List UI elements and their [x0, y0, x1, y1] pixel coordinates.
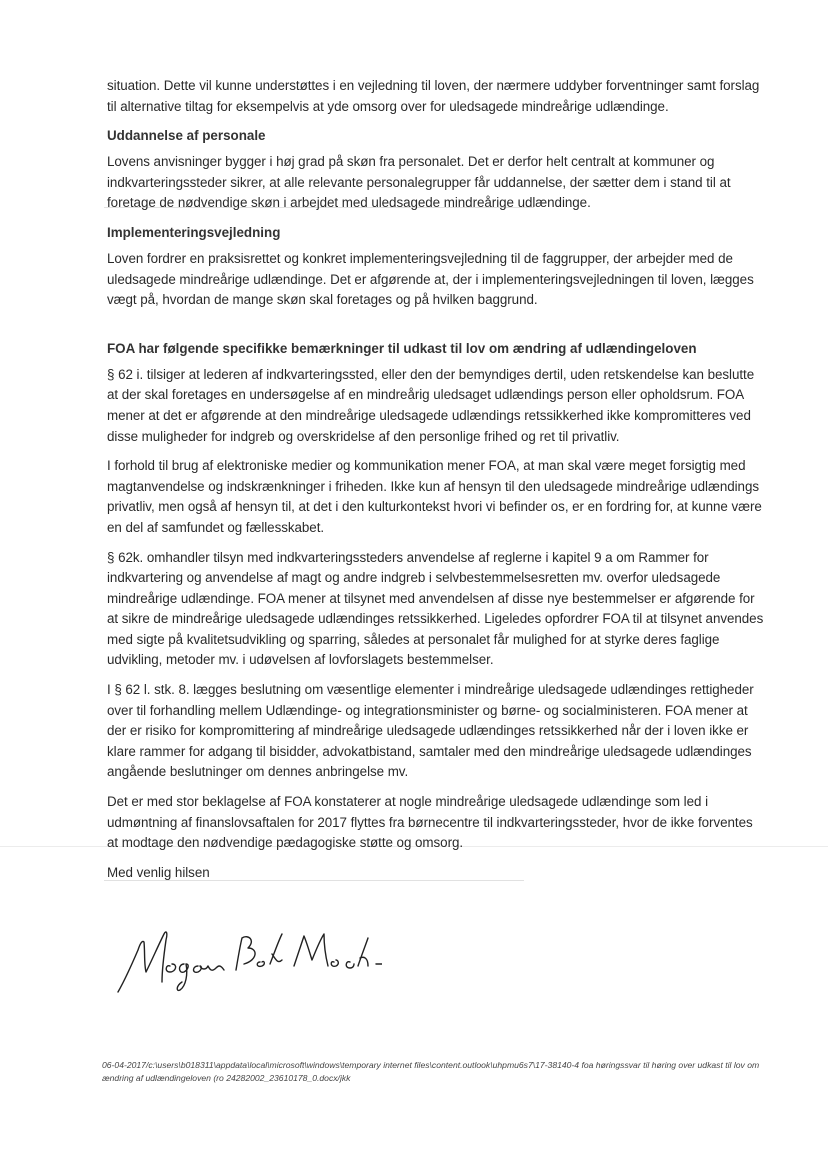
- letter-body: [107, 76, 767, 883]
- section-heading-bemaerkninger: FOA har følgende specifikke bemærkninger til udkast til lov om ændring af udlændingeloven: [107, 340, 697, 356]
- remark-paragraph: Det er med stor beklagelse af FOA konstaterer at nogle mindreårige uledsagede udlændinge som led i udmøntning af finanslovsaftalen for 2017 flyttes fra børnecentre til indkvarteringssteder, hvor de ikke forventes at modtage den nødvendige pædagogiske støtte og omsorg.: [107, 794, 753, 851]
- remark-paragraph: § 62k. omhandler tilsyn med indkvarteringssteders anvendelse af reglerne i kapitel 9 a om Rammer for indkvartering og anvendelse af magt og andre indgreb i selvbestemmelsesretten mv. overfor uledsagede mindreårige udlændinge. FOA mener at tilsynet med anvendelsen af disse nye bestemmelser er afgørende for at sikre de mindreårige uledsagede udlændinges retssikkerhed. Ligeledes opfordrer FOA til at tilsynet anvendes med sigte på kvalitetsudvikling og sparring, således at personalet får mulighed for at styrke deres faglige udvikling, metoder mv. i udøvelsen af lovforslagets bestemmelser.: [107, 549, 764, 668]
- remark-paragraph: I § 62 l. stk. 8. lægges beslutning om væsentlige elementer i mindreårige uledsagede udlændinges rettigheder over til forhandling mellem Udlændinge- og integrationsminister og børne- og socialministeren. FOA mener at der er risiko for kompromittering af mindreårige uledsagede udlændinges retssikkerhed når der i loven ikke er klare rammer for adgang til bisidder, advokatbistand, samtaler med den mindreårige uledsagede udlændinges angående beslutninger om dennes anbringelse mv.: [107, 682, 754, 780]
- remark-paragraph: I forhold til brug af elektroniske medier og kommunikation mener FOA, at man skal være meget forsigtig med magtanvendelse og indskrænkninger i friheden. Ikke kun af hensyn til den uledsagede mindreårige udlændings privatliv, men også af hensyn til, at det i den kulturkontekst hvori vi befinder os, er en fordring for, at kunne være en del af samfundet og fællesskabet.: [107, 458, 762, 535]
- document-footer-path: 06-04-2017/c:\users\b018311\appdata\local\microsoft\windows\temporary internet files\content.outlook\uhpmu6s7\17-38140-4 foa høringssvar til høring over udkast til lov om ændring af udlændingeloven (ro 24282002_23610178_0.docx/jkk: [102, 1060, 760, 1083]
- closing-greeting: Med venlig hilsen: [107, 864, 210, 880]
- intro-paragraph: situation. Dette vil kunne understøttes i en vejledning til loven, der nærmere uddyber forventninger samt forslag til alternative tiltag for eksempelvis at yde omsorg over for uledsagede mindreårige udlændinge.: [107, 78, 760, 114]
- section-heading-implementering: Implementeringsvejledning: [107, 224, 281, 240]
- section-text-uddannelse: Lovens anvisninger bygger i høj grad på skøn fra personalet. Det er derfor helt centralt at kommuner og indkvarteringssteder sikrer, at alle relevante personalegrupper får uddannelse, der sætter dem i stand til at foretage de nødvendige skøn i arbejdet med uledsagede mindreårige udlændinge.: [107, 154, 731, 211]
- section-text-implementering: Loven fordrer en praksisrettet og konkret implementeringsvejledning til de faggrupper, der arbejder med de uledsagede mindreårige udlændinge. Det er afgørende at, der i implementeringsvejledningen til loven, lægges vægt på, hvordan de mange skøn skal foretages og på hvilken baggrund.: [107, 250, 754, 308]
- section-heading-uddannelse: Uddannelse af personale: [107, 128, 266, 144]
- remark-paragraph: § 62 i. tilsiger at lederen af indkvarteringssted, eller den der bemyndiges dertil, uden retskendelse kan beslutte at der skal foretages en undersøgelse af en mindreårig uledsaget udlændings person eller opholdsrum. FOA mener at det er afgørende at den mindreårige uledsagede udlændings retssikkerhed ikke kompromitteres ved disse muligheder for indgreb og overskridelse af den personlige frihed og ret til privatliv.: [107, 366, 755, 444]
- handwritten-signature: [112, 920, 382, 1000]
